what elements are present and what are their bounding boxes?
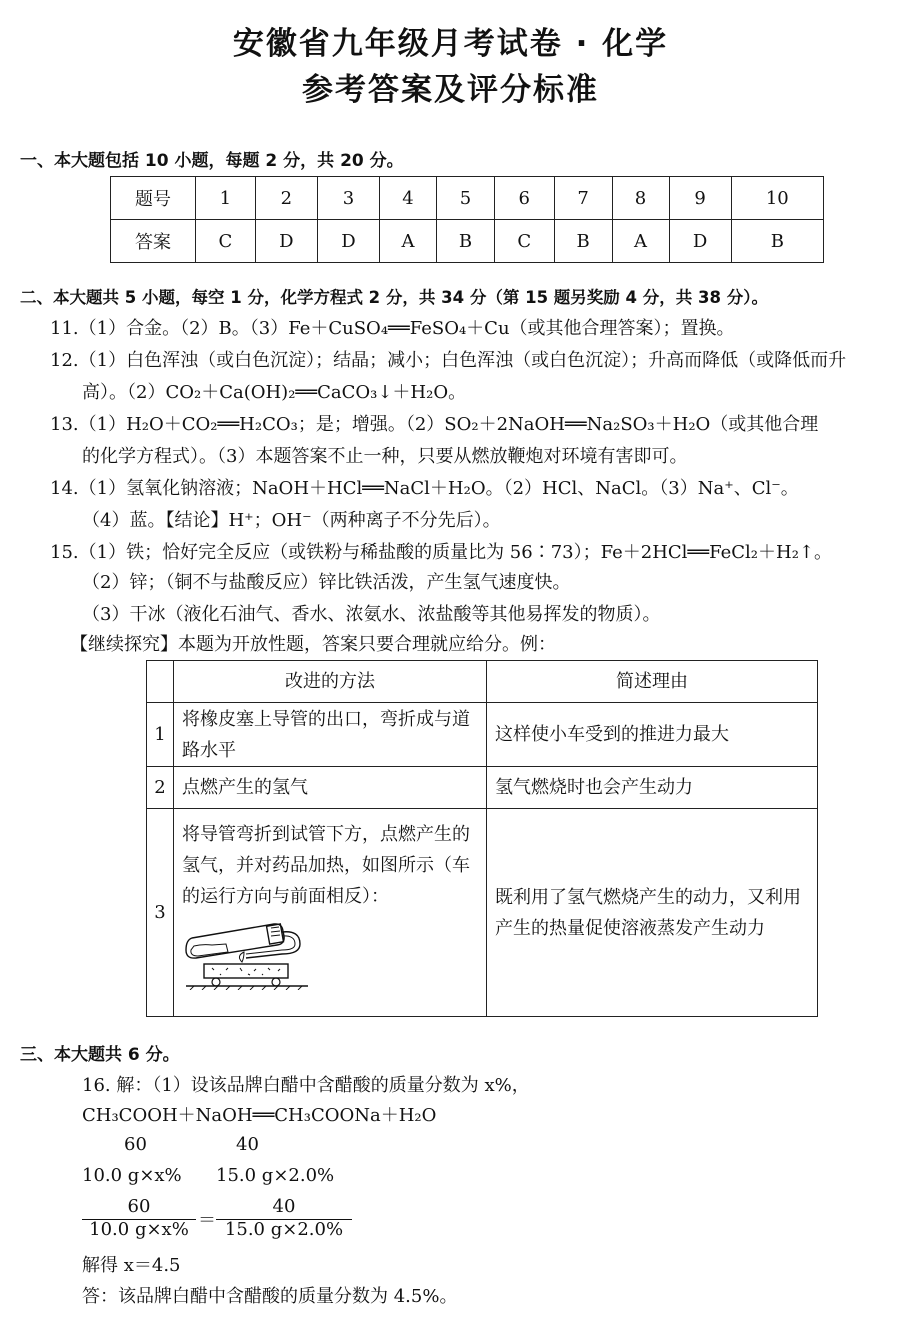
question-number: 5	[437, 177, 495, 220]
fraction-numerator: 40	[272, 1196, 296, 1217]
question-number: 3	[317, 177, 379, 220]
equals-sign: ＝	[198, 1210, 216, 1231]
answer-q11: 11.（1）合金。（2）B。（3）Fe＋CuSO₄══FeSO₄＋Cu（或其他合理答案）；置换。	[50, 318, 735, 339]
page-subtitle: 参考答案及评分标准	[302, 72, 599, 108]
row-number: 3	[147, 809, 174, 1017]
fraction-denominator: 15.0 g×2.0%	[224, 1219, 344, 1240]
table-row	[147, 809, 818, 1017]
answer-q14-line2: （4）蓝。【结论】H⁺；OH⁻（两种离子不分先后）。	[82, 510, 501, 531]
chemical-equation: CH₃COOH＋NaOH══CH₃COONa＋H₂O	[82, 1105, 437, 1126]
answer-cell: B	[554, 220, 612, 263]
table-row	[111, 220, 824, 263]
row-number: 1	[147, 703, 174, 767]
answer-q12-line1: 12.（1）白色浑浊（或白色沉淀）；结晶；减小；白色浑浊（或白色沉淀）；升高而降低（或降低而升	[50, 350, 847, 371]
table-row	[111, 177, 824, 220]
solution-line1: 16. 解：（1）设该品牌白醋中含醋酸的质量分数为 x%，	[82, 1075, 530, 1096]
table-row	[147, 767, 818, 809]
question-number: 10	[731, 177, 823, 220]
column-header-method: 改进的方法	[174, 661, 487, 703]
method-cell: 点燃产生的氢气	[174, 767, 487, 809]
answer-cell: B	[437, 220, 495, 263]
quantity-naoh: 15.0 g×2.0%	[216, 1165, 335, 1186]
answer-q13-line2: 的化学方程式）。（3）本题答案不止一种，只要从燃放鞭炮对环境有害即可。	[82, 446, 688, 467]
answer-table	[110, 176, 824, 263]
answer-cell: A	[612, 220, 669, 263]
answer-cell: D	[669, 220, 731, 263]
answer-q12-line2: 高）。（2）CO₂＋Ca(OH)₂══CaCO₃↓＋H₂O。	[82, 382, 467, 403]
fraction-denominator: 10.0 g×x%	[89, 1219, 189, 1240]
row-header-answer: 答案	[111, 220, 196, 263]
method-cell-with-figure	[174, 809, 487, 1017]
question-number: 6	[494, 177, 554, 220]
section3-heading: 三、本大题共 6 分。	[20, 1045, 180, 1065]
final-answer: 答：该品牌白醋中含醋酸的质量分数为 4.5%。	[82, 1286, 458, 1307]
question-number: 2	[255, 177, 317, 220]
page-title: 安徽省九年级月考试卷 · 化学	[232, 26, 669, 62]
molar-mass-acetic: 60	[124, 1134, 147, 1155]
quantity-acetic: 10.0 g×x%	[82, 1165, 182, 1186]
apparatus-figure	[182, 914, 312, 990]
reason-cell: 氢气燃烧时也会产生动力	[487, 767, 818, 809]
reason-cell: 这样使小车受到的推进力最大	[487, 703, 818, 767]
section1-heading: 一、本大题包括 10 小题，每题 2 分，共 20 分。	[20, 151, 404, 171]
improvement-table	[146, 660, 818, 1017]
column-header-reason: 简述理由	[487, 661, 818, 703]
row-header-number: 题号	[111, 177, 196, 220]
answer-q13-line1: 13.（1）H₂O＋CO₂══H₂CO₃；是；增强。（2）SO₂＋2NaOH══Na₂SO₃＋H₂O（或其他合理	[50, 414, 819, 435]
method-cell: 将导管弯折到试管下方，点燃产生的氢气，并对药品加热，如图所示（车的运行方向与前面相反）：	[182, 824, 470, 907]
answer-cell: D	[317, 220, 379, 263]
solve-result: 解得 x＝4.5	[82, 1255, 181, 1276]
molar-mass-naoh: 40	[236, 1134, 259, 1155]
answer-q15-line1: 15.（1）铁；恰好完全反应（或铁粉与稀盐酸的质量比为 56∶73）；Fe＋2HCl══FeCl₂＋H₂↑。	[50, 542, 833, 563]
answer-cell: B	[731, 220, 823, 263]
section2-heading: 二、本大题共 5 小题，每空 1 分，化学方程式 2 分，共 34 分（第 15 题另奖励 4 分，共 38 分）。	[20, 288, 768, 307]
row-number: 2	[147, 767, 174, 809]
reason-cell: 既利用了氢气燃烧产生的动力，又利用产生的热量促使溶液蒸发产生动力	[487, 809, 818, 1017]
answer-cell: A	[380, 220, 437, 263]
method-cell: 将橡皮塞上导管的出口，弯折成与道路水平	[174, 703, 487, 767]
table-row	[147, 661, 818, 703]
answer-cell: C	[196, 220, 256, 263]
question-number: 9	[669, 177, 731, 220]
question-number: 4	[380, 177, 437, 220]
answer-q15-line2: （2）锌；（铜不与盐酸反应）锌比铁活泼，产生氢气速度快。	[82, 572, 571, 593]
table-row	[147, 703, 818, 767]
question-number: 7	[554, 177, 612, 220]
answer-q14-line1: 14.（1）氢氧化钠溶液；NaOH＋HCl══NaCl＋H₂O。（2）HCl、NaCl。（3）Na⁺、Cl⁻。	[50, 478, 799, 499]
answer-q15-extension: 【继续探究】本题为开放性题，答案只要合理就应给分。例：	[70, 634, 556, 655]
answer-cell: C	[494, 220, 554, 263]
question-number: 8	[612, 177, 669, 220]
answer-q15-line3: （3）干冰（液化石油气、香水、浓氨水、浓盐酸等其他易挥发的物质）。	[82, 604, 661, 625]
answer-cell: D	[255, 220, 317, 263]
question-number: 1	[196, 177, 256, 220]
fraction-numerator: 60	[127, 1196, 151, 1217]
